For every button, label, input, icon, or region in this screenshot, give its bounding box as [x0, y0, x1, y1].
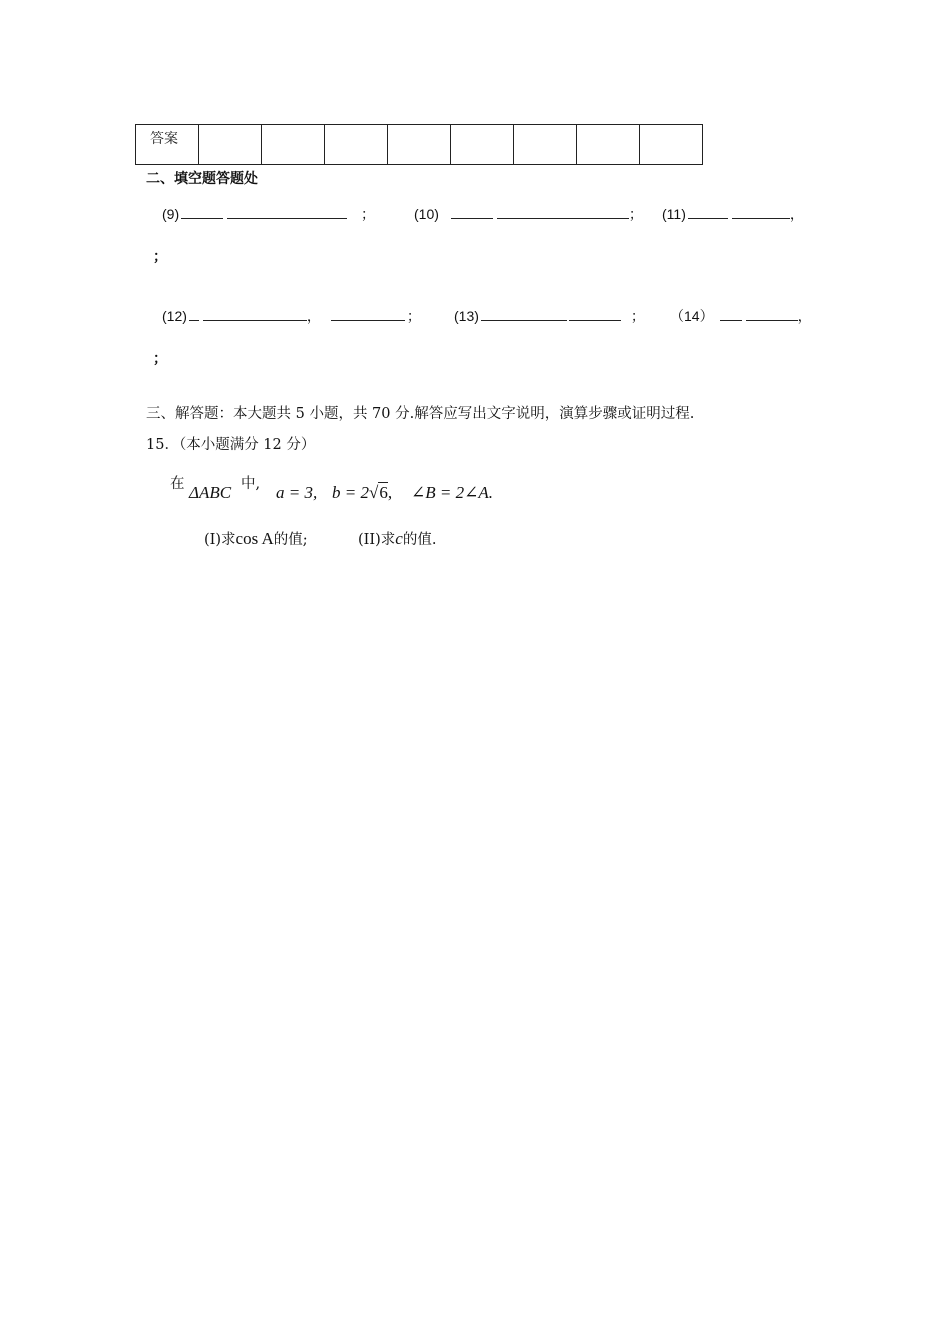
blank-line[interactable]	[331, 306, 405, 321]
blank-line[interactable]	[203, 306, 307, 321]
condition-b: b = 2√6,	[332, 483, 393, 502]
fill-item-13	[454, 306, 645, 326]
var-c: c	[395, 529, 403, 548]
q10-label: (10)	[414, 206, 439, 222]
semicolon-line: ；	[153, 351, 167, 367]
answer-cell[interactable]	[640, 125, 703, 165]
blank-line[interactable]	[451, 204, 493, 219]
problem15-intro-zai: 在	[170, 476, 185, 492]
section3-title: 三、解答题：本大题共 5 小题，共 70 分.解答应写出文字说明，演算步骤或证明过程.	[146, 406, 695, 422]
blank-line[interactable]	[189, 306, 199, 321]
blank-line[interactable]	[720, 306, 742, 321]
blank-line[interactable]	[746, 306, 798, 321]
q14-label: （14）	[670, 308, 714, 324]
fill-item-14	[670, 306, 812, 326]
semicolon: ；	[361, 206, 376, 222]
answer-table-row	[136, 125, 703, 165]
fill-item-10	[414, 204, 643, 224]
sqrt-sign: √	[368, 483, 379, 502]
answer-cell[interactable]	[514, 125, 577, 165]
problem15-header: 15．（本小题满分 12 分）	[146, 437, 316, 453]
blank-line[interactable]	[569, 306, 621, 321]
problem15-part1: (I)求cos A的值;	[204, 529, 308, 548]
blank-line[interactable]	[227, 204, 347, 219]
answer-cell[interactable]	[262, 125, 325, 165]
answer-table	[135, 124, 703, 165]
comma: ，	[306, 308, 321, 324]
comma: ，	[789, 206, 804, 222]
q9-label: (9)	[162, 206, 180, 222]
blank-line[interactable]	[481, 306, 567, 321]
semicolon: ；	[628, 206, 643, 222]
semicolon: ；	[406, 308, 421, 324]
condition-a: a = 3,	[276, 483, 318, 502]
answer-cell[interactable]	[325, 125, 388, 165]
fill-item-12	[162, 306, 421, 326]
triangle-abc: ΔABC	[189, 483, 232, 502]
answer-cell[interactable]	[577, 125, 640, 165]
condition-angle: ∠B = 2∠A.	[411, 483, 493, 502]
answer-cell[interactable]	[199, 125, 262, 165]
fill-item-9	[162, 204, 375, 224]
problem15-part2: (II)求c的值.	[358, 529, 437, 548]
blank-line[interactable]	[732, 204, 790, 219]
cos-a: cos A	[235, 529, 274, 548]
blank-line[interactable]	[497, 204, 629, 219]
section2-title: 二、填空题答题处	[146, 171, 258, 187]
answer-cell[interactable]	[388, 125, 451, 165]
blank-line[interactable]	[688, 204, 728, 219]
semicolon: ；	[630, 308, 645, 324]
semicolon-line: ；	[153, 249, 167, 265]
comma: ，	[797, 308, 812, 324]
q11-label: (11)	[662, 206, 686, 222]
answer-cell[interactable]	[451, 125, 514, 165]
q12-label: (12)	[162, 308, 187, 324]
problem15-intro-zhong: 中,	[241, 476, 261, 492]
q13-label: (13)	[454, 308, 479, 324]
answer-label: 答案	[136, 125, 199, 165]
blank-line[interactable]	[181, 204, 223, 219]
fill-item-11	[662, 204, 804, 224]
